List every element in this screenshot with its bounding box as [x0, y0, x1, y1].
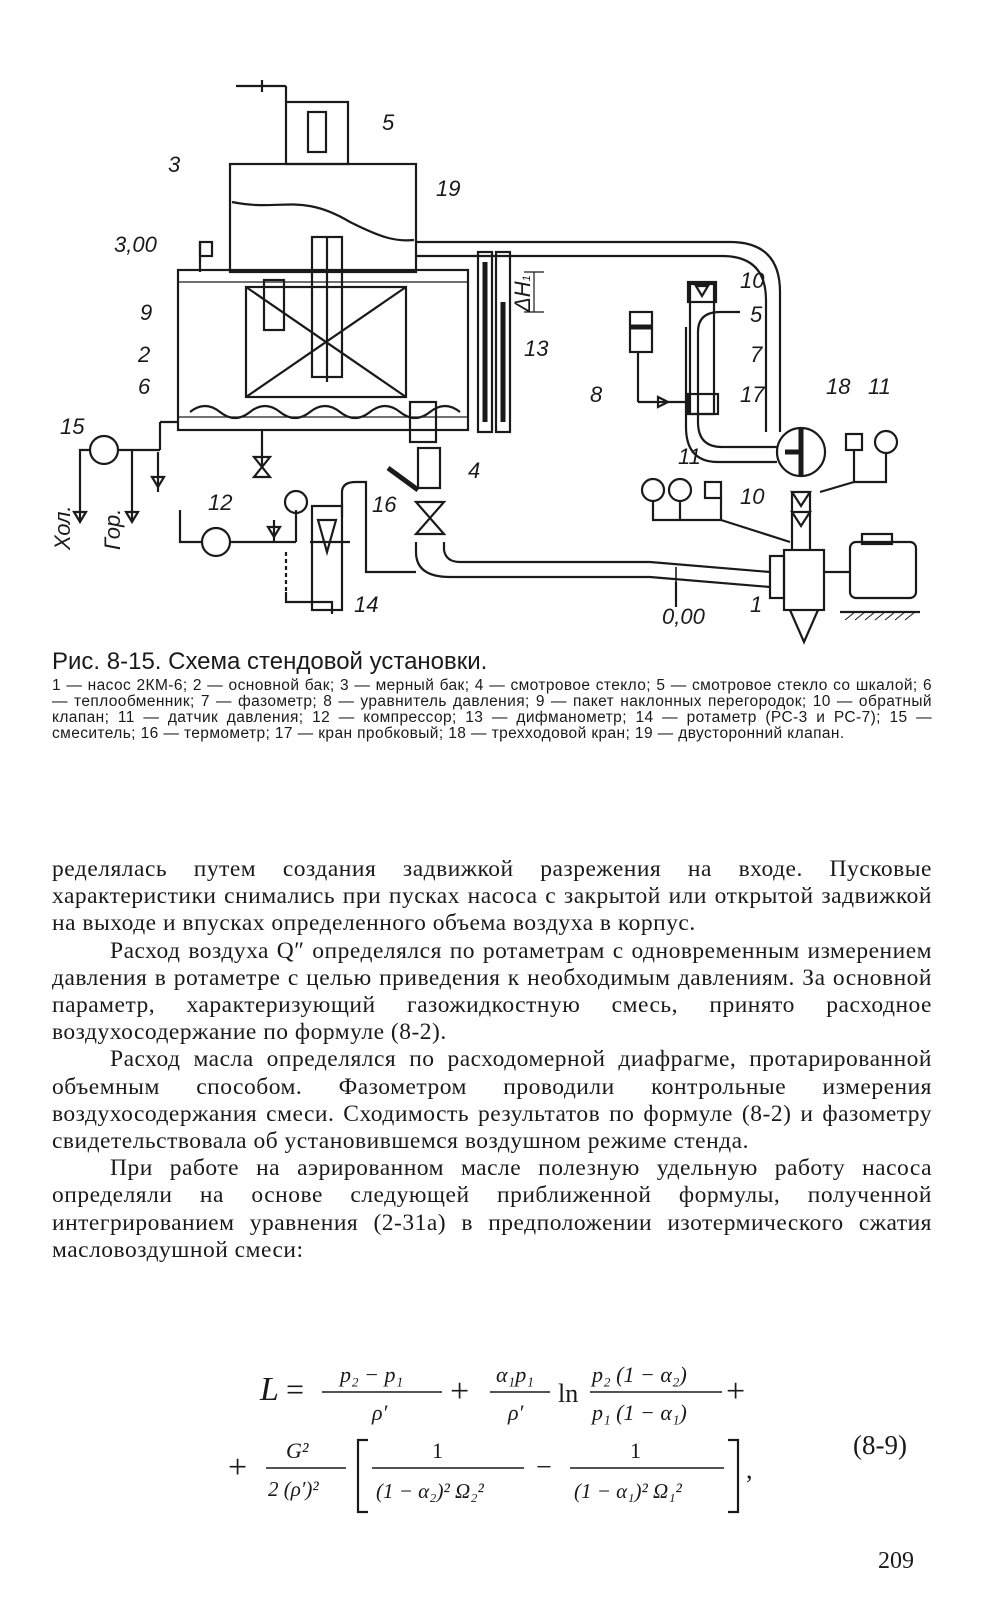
figure-legend: 1 — насос 2КМ-6; 2 — основной бак; 3 — мерный бак; 4 — смотровое стекло; 5 — смотровое стекло со шкалой; 6 — теплообменник; 7 — фазометр; 8 — уравнитель давления; 9 — пакет наклонных перегородок; 10 — обратный клапан; 11 — датчик давления; 12 — компрессор; 13 — дифманометр; 14 — ротаметр (РС-3 и РС-7); 15 — смеситель; 16 — термометр; 17 — кран пробковый; 18 — трехходовой кран; 19 — двусторонний клапан.	[52, 677, 932, 742]
equation-8-9	[200, 1352, 960, 1522]
label-12: 12	[208, 490, 233, 515]
eq-f6-den: (1 − α₁)² Ω₁²	[574, 1479, 682, 1503]
label-1: 1	[750, 592, 763, 617]
eq-plus-2: +	[726, 1373, 746, 1410]
eq-equals: =	[286, 1371, 305, 1407]
paragraph-1: ределялась путем создания задвижкой разрежения на входе. Пусковые характеристики снимались при пусках насоса с закрытой или открытой задвижкой на выходе и впусках определенного объема воздуха в корпус.	[52, 856, 932, 937]
eq-plus-3: +	[228, 1449, 248, 1486]
page-number: 209	[878, 1548, 914, 1574]
label-10-bottom: 10	[740, 484, 765, 509]
paragraph-2: Расход воздуха Q″ определялся по ротаметрам с одновременным измерением давления в ротаметре с целью приведения к необходимым давлениям. За основной параметр, характеризующий газожидкостную смесь, принято расходное воздухосодержание по формуле (8-2).	[52, 937, 932, 1046]
label-5-right: 5	[750, 302, 763, 327]
eq-ln: ln	[558, 1379, 579, 1408]
label-7: 7	[750, 342, 763, 367]
label-15: 15	[60, 414, 85, 439]
label-11-right: 11	[868, 374, 891, 399]
body-text	[52, 856, 932, 1264]
eq-comma: ,	[746, 1455, 753, 1484]
label-3: 3	[168, 152, 181, 177]
schematic-figure	[50, 72, 950, 652]
eq-f1-den: ρ′	[372, 1400, 388, 1425]
eq-plus-1: +	[450, 1373, 470, 1410]
label-5: 5	[382, 110, 395, 135]
eq-f6-num: 1	[630, 1438, 641, 1463]
label-6: 6	[138, 374, 151, 399]
eq-f5-num: 1	[432, 1438, 443, 1463]
eq-f3-den: p₁ (1 − α₁)	[592, 1400, 687, 1425]
label-13: 13	[524, 336, 549, 361]
label-hot: Гор.	[100, 508, 125, 550]
eq-f4-num: G²	[286, 1438, 309, 1463]
label-delta-h: ΔH1	[510, 275, 535, 312]
label-4: 4	[468, 458, 481, 483]
label-10-top: 10	[740, 268, 765, 293]
label-11-left: 11	[678, 444, 701, 469]
label-18: 18	[826, 374, 851, 399]
label-level-0-00: 0,00	[662, 604, 705, 629]
eq-f3-num: p₂ (1 − α₂)	[592, 1362, 687, 1387]
paragraph-3: Расход масла определялся по расходомерной диафрагме, протарированной объемным способом. Фазометром проводили контрольные измерения воздухосодержания смеси. Сходимость результатов по формуле (8-2) и фазометру свидетельствовала об установившемся воздушном режиме стенда.	[52, 1046, 932, 1155]
eq-minus: −	[536, 1452, 552, 1483]
label-2: 2	[138, 342, 151, 367]
eq-f2-num: α₁p₁	[496, 1362, 534, 1387]
eq-f1-num: p₂ − p₁	[340, 1362, 404, 1387]
label-9: 9	[140, 300, 153, 325]
label-19: 19	[436, 176, 461, 201]
label-17: 17	[740, 382, 765, 407]
label-8: 8	[590, 382, 603, 407]
label-14: 14	[354, 592, 379, 617]
paragraph-4: При работе на аэрированном масле полезную удельную работу насоса определяли на основе следующей приближенной формулы, полученной интегрированием уравнения (2-31а) в предположении изотермического сжатия масловоздушной смеси:	[52, 1155, 932, 1263]
label-level-3-00: 3,00	[114, 232, 157, 257]
equation-number: (8-9)	[853, 1430, 907, 1460]
eq-L: L	[260, 1371, 279, 1408]
label-cold: Хол.	[50, 505, 75, 550]
eq-f4-den: 2 (ρ′)²	[268, 1477, 319, 1501]
eq-f2-den: ρ′	[508, 1400, 524, 1425]
figure-caption-title: Рис. 8-15. Схема стендовой установки.	[52, 648, 488, 675]
label-16: 16	[372, 492, 397, 517]
eq-f5-den: (1 − α₂)² Ω₂²	[376, 1479, 484, 1503]
